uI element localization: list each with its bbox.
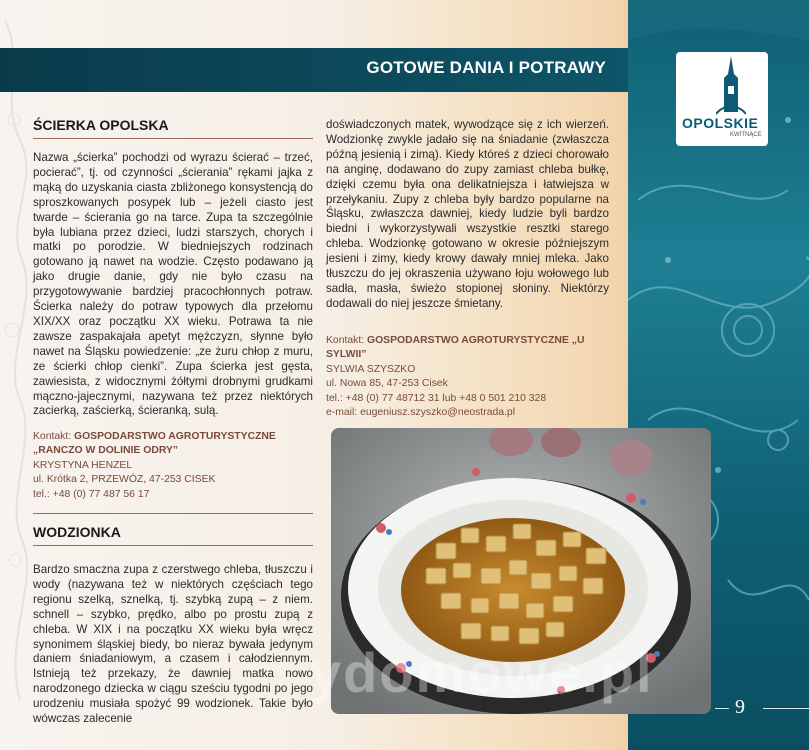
decorative-swirl-left (0, 0, 30, 750)
contact-phone: tel.: +48 (0) 77 48712 31 lub +48 0 501 210 328 (326, 392, 547, 404)
section-wodzionka-body (33, 563, 313, 727)
contact-address: ul. Nowa 85, 47-253 Cisek (326, 378, 448, 390)
logo-wordmark: OPOLSKIE (682, 115, 759, 131)
page-number-rule-left (715, 708, 729, 709)
contact-label: Kontakt: (33, 431, 72, 442)
page-number: 9 (735, 696, 745, 718)
tower-icon (716, 56, 746, 116)
section-wodzionka (33, 525, 313, 540)
section-scierka (33, 118, 313, 133)
heading-rule (33, 545, 313, 546)
heading-rule (33, 138, 313, 139)
watermark-text: ydomowe.pl (310, 641, 654, 704)
logo-tagline: KWITNĄCE (730, 132, 762, 138)
paragraph-wodzionka: Bardzo smaczna zupa z czerstwego chleba, tłuszczu i wody (nazywana też w niektórych częściach tego regionu szelką, sznelką, tj. szybką zupą – z niem. schnell – szybko, prędko, albo po prostu zupą z chleba. W XIX i na początku XX wieku była wręcz synonimem śląskiej biedy, bo nieraz bywała jedynym daniem śniadaniowym, a czasem i całodziennym. Istnieją też przekazy, że dawniej matka nowo narodzonego dziecka w ciągu sześciu tygodni po jego urodzeniu musiała spożyć 99 wodzionek. Takie było wówczas zalecenie (33, 563, 313, 726)
section-heading-wodzionka: WODZIONKA (33, 524, 121, 540)
section-wodzionka-continued (326, 118, 609, 312)
contact-block-2 (326, 334, 609, 420)
section-heading-scierka: ŚCIERKA OPOLSKA (33, 117, 169, 133)
contact-person: KRYSTYNA HENZEL (33, 459, 133, 471)
section-title: GOTOWE DANIA I POTRAWY (366, 58, 606, 77)
paragraph-wodzionka-continued: doświadczonych matek, wywodzące się z ich wierzeń. Wodzionkę zwykle jadało się na śniadanie (zwłaszcza późną jesienią i zimą). Kiedy któreś z dzieci chorowało na anginę, dodawano do zupy zamiast chleba bułkę, dzięki czemu była ona delikatniejsza i łatwiejsza w przełykaniu. Zupy z chleba były bardzo popularne na Śląsku, zwłaszcza dawniej, kiedy ludzie byli bardzo biedni i wykorzystywali wszystkie resztki starego chleba. Wodzionkę gotowano w okresie późniejszym jesieni i zimy, kiedy krowy dawały mniej mleka. Jako tłuszczu do jej okraszenia używano łoju wołowego lub sadła, masła, świeżo stopionej słoniny. Niektórzy dodawali do niej jeszcze śmietany. (326, 118, 609, 310)
region-logo (676, 52, 768, 146)
contact-label: Kontakt: (326, 335, 365, 346)
divider-rule (33, 513, 313, 514)
section-scierka-body (33, 151, 313, 419)
contact-block-1 (33, 430, 313, 502)
section-header-bar (0, 48, 628, 92)
paragraph-scierka: Nazwa „ścierka” pochodzi od wyrazu ścierać – trzeć, pocierać”, tj. od czynności „ścierania” rękami jajka z mąką do uzyskania ciasta zbliżonego konsystencją do sproszkowanych posypek lub – jeżeli ciasto jest twarde – ścierania go na tarce. Zupa ta szczególnie była lubiana przez dzieci, ludzi starszych, chorych i matki po porodzie. W biedniejszych rodzinach gotowano ją nawet na wodzie. Często podawano ją jako drugie danie, gdy nie było czasu na przygotowywanie bardziej pracochłonnych potraw. Ścierka należy do potraw typowych dla przełomu XIX/XX oraz początku XX wieku. Potrawa ta nie zawsze zaspakajała apetyt mężczyzn, słynne było nawet na Śląsku powiedzenie: „ze żuru chłop z muru, ze ścierki chłop cienki”. Zupa ścierka jest gęsta, zawiesista, z widocznymi żółtymi drobnymi grudkami mączno-jajecznymi, nazywana też przez niektórych zacierką, zaścierką, ścieranką, sulą. (33, 151, 313, 418)
contact-email: e-mail: eugeniusz.szyszko@neostrada.pl (326, 407, 516, 419)
contact-person: SYLWIA SZYSZKO (326, 363, 416, 375)
contact-phone: tel.: +48 (0) 77 487 56 17 (33, 488, 150, 500)
page-number-rule (763, 708, 809, 709)
contact-organization: GOSPODARSTWO AGROTURYSTYCZNE „RANCZO W DOLINIE ODRY” (33, 431, 276, 457)
contact-organization: GOSPODARSTWO AGROTURYSTYCZNE „U SYLWII” (326, 335, 585, 361)
contact-address: ul. Krótka 2, PRZEWÓZ, 47-253 CISEK (33, 474, 216, 486)
